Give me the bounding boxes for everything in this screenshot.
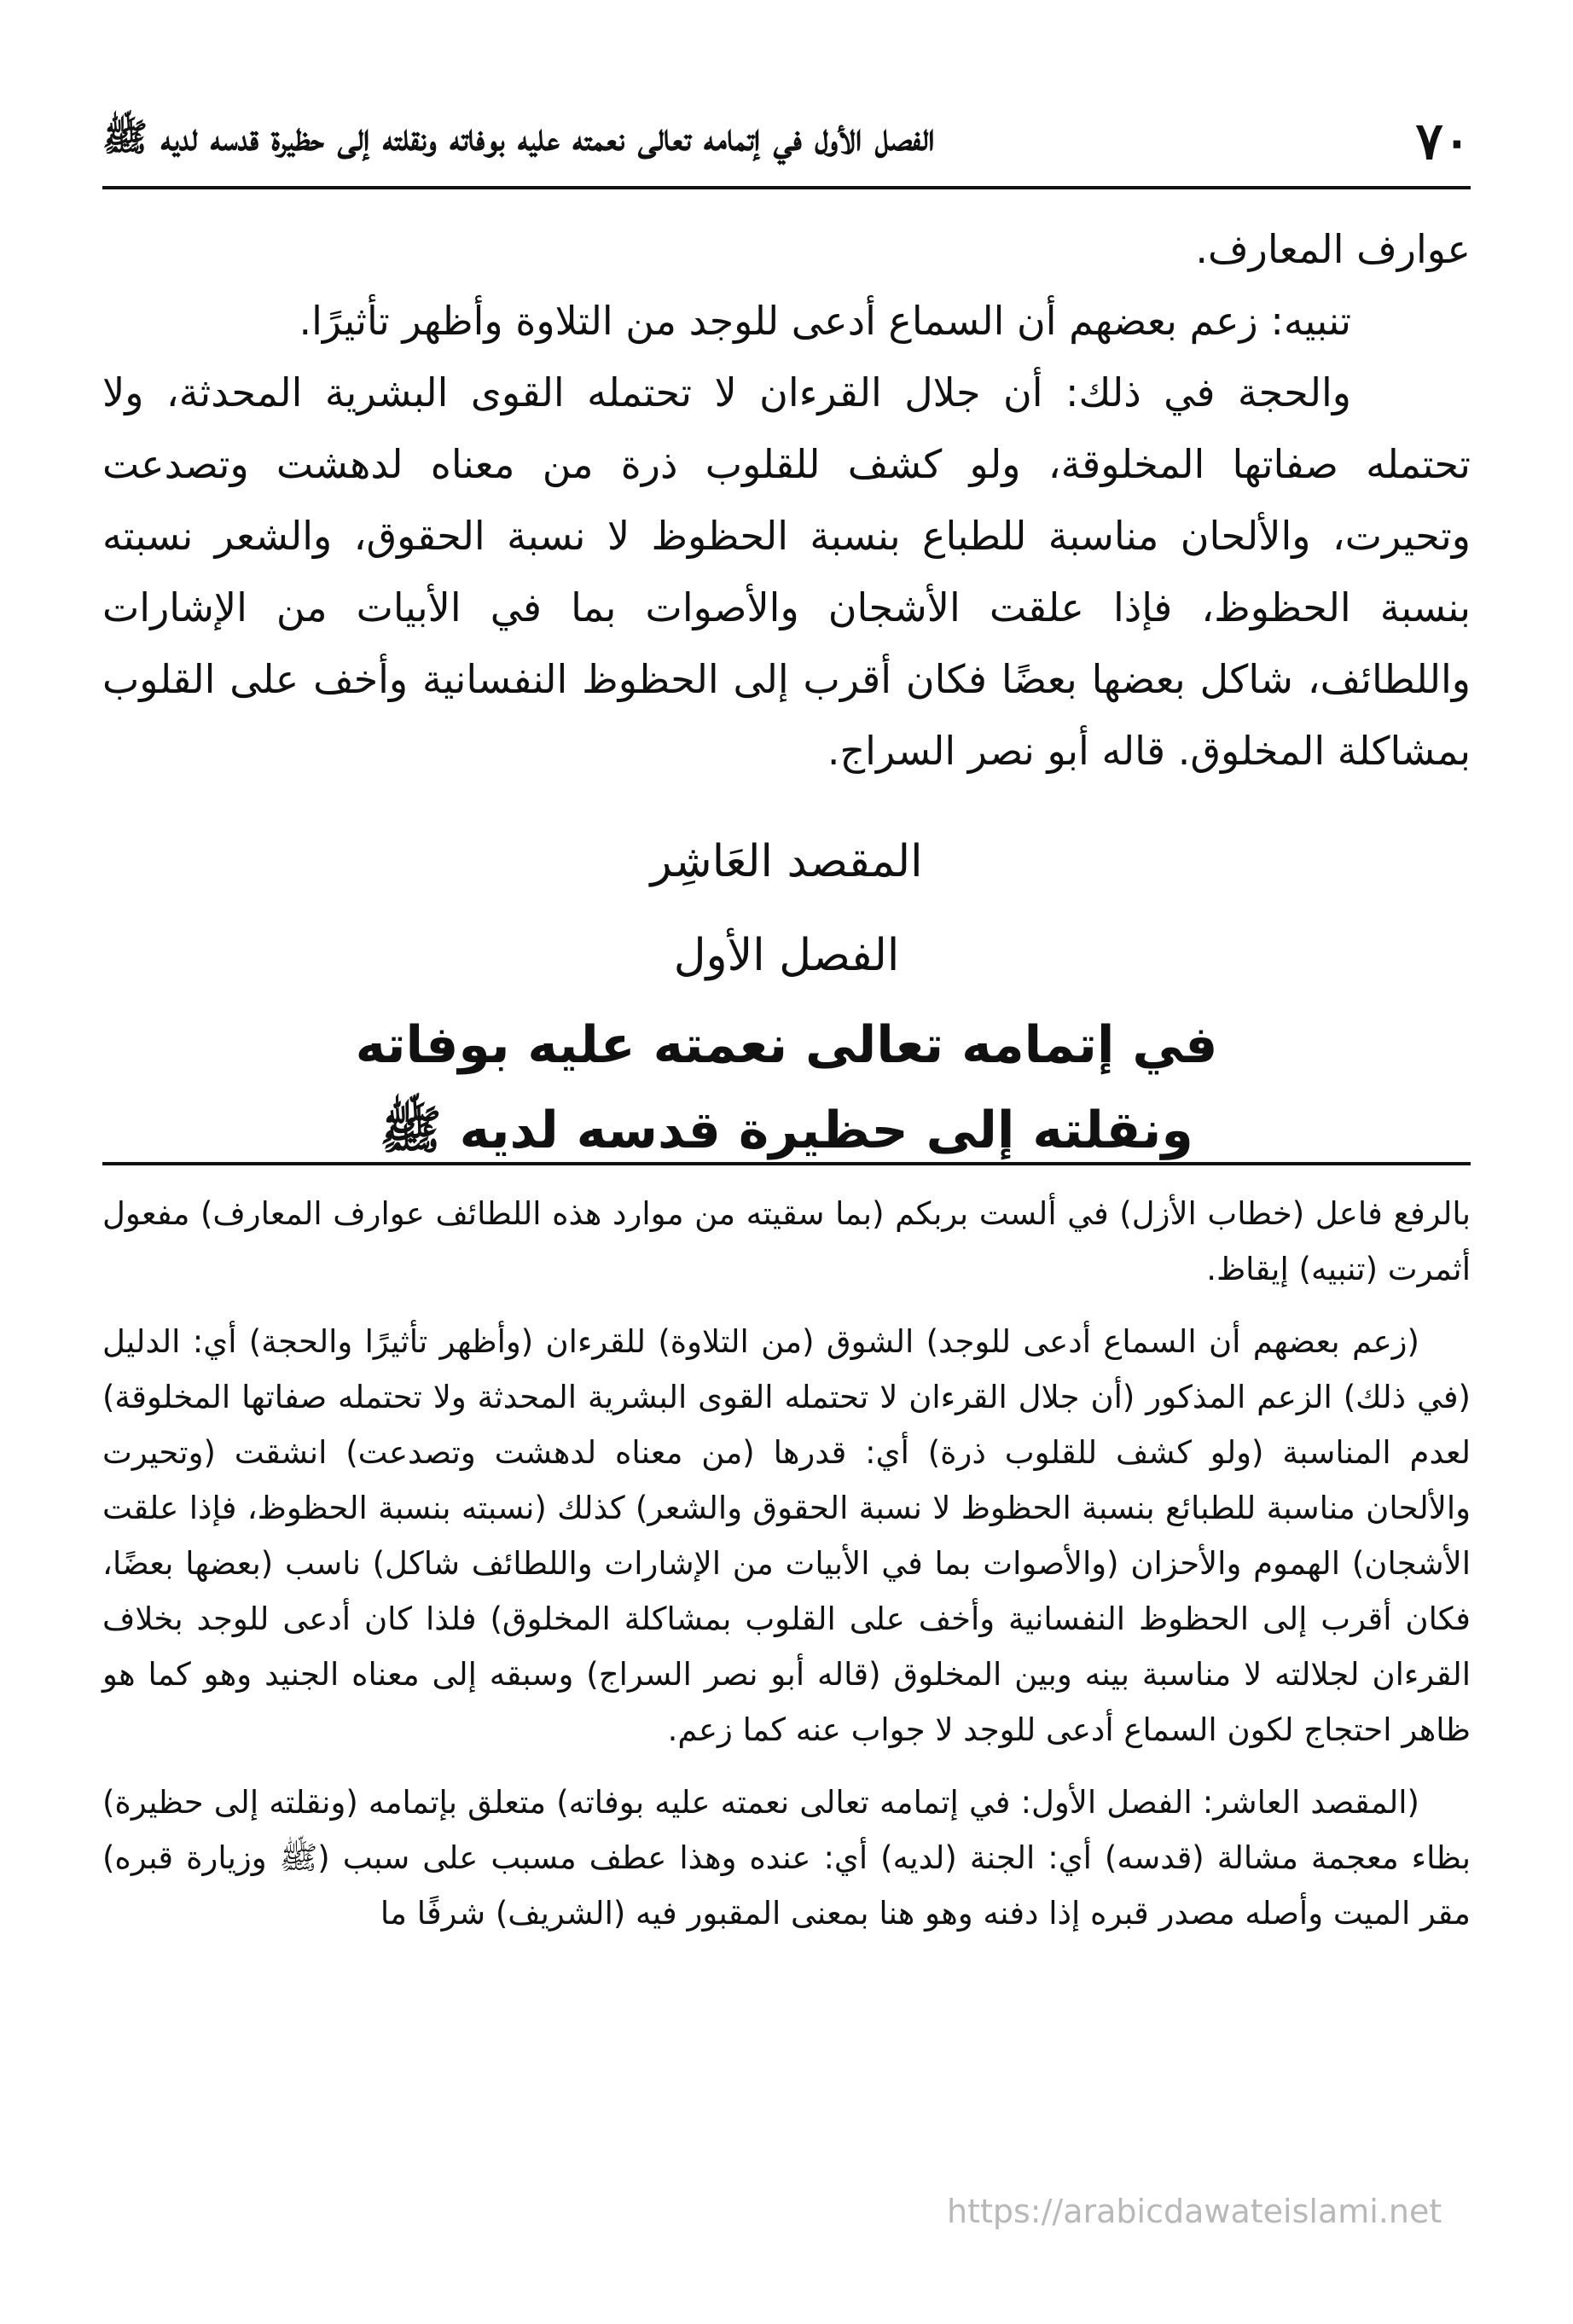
main-paragraph-3: والحجة في ذلك: أن جلال القرءان لا تحتمله القوى البشرية المحدثة، ولا تحتمله صفاتها المخلوقة، ولو كشف للقلوب ذرة من معناه لدهشت وتصدعت وتحيرت، والألحان مناسبة للطباع بنسبة الحظوظ لا نسبة الحقوق، والشعر نسبته بنسبة الحظوظ، فإذا علقت الأشجان والأصوات بما في الأبيات من الإشارات واللطائف، شاكل بعضها بعضًا فكان أقرب إلى الحظوظ النفسانية وأخف على القلوب بمشاكلة المخلوق. قاله أبو نصر السراج. [102,369,1471,774]
watermark-url: https://arabicdawateislami.net [947,2193,1442,2230]
section-headings [102,815,1471,1173]
commentary-paragraph-1: بالرفع فاعل (خطاب الأزل) في ألست بربكم (بما سقيته من موارد هذه اللطائف عوارف المعارف) مفعول أثمرت (تنبيه) إيقاظ. [102,1195,1471,1287]
main-text [102,213,1471,787]
header-divider [102,186,1471,189]
page-number: ٧٠ [1415,112,1471,171]
commentary-paragraph-3: (المقصد العاشر: الفصل الأول: في إتمامه تعالى نعمته عليه بوفاته) متعلق بإتمامه (ونقلته إلى حظيرة) بظاء معجمة مشالة (قدسه) أي: الجنة (لديه) أي: عنده وهذا عطف مسبب على سبب (ﷺ وزيارة قبره) مقر الميت وأصله مصدر قبره إذا دفنه وهو هنا بمعنى المقبور فيه (الشريف) شرفًا ما [102,1784,1471,1932]
page-header [102,102,1471,181]
main-paragraph-1: عوارف المعارف. [1195,226,1471,272]
commentary-divider [102,1162,1471,1165]
fasl-heading: الفصل الأول [673,930,900,981]
running-title: الفصل الأول في إتمامه تعالى نعمته عليه بوفاته ونقلته إلى حظيرة قدسه لديه ﷺ [102,116,935,160]
commentary-text [102,1186,1471,1958]
commentary-paragraph-2: (زعم بعضهم أن السماع أدعى للوجد) الشوق (من التلاوة) للقرءان (وأظهر تأثيرًا والحجة) أي: الدليل (في ذلك) الزعم المذكور (أن جلال القرءان لا تحتمله القوى البشرية المحدثة ولا تحتمله صفاتها المخلوقة) لعدم المناسبة (ولو كشف للقلوب ذرة) أي: قدرها (من معناه لدهشت وتصدعت) انشقت (وتحيرت والألحان مناسبة للطبائع بنسبة الحظوظ لا نسبة الحقوق والشعر) كذلك (نسبته بنسبة الحظوظ، فإذا علقت الأشجان) الهموم والأحزان (والأصوات بما في الأبيات من الإشارات واللطائف شاكل) ناسب (بعضها بعضًا، فكان أقرب إلى الحظوظ النفسانية وأخف على القلوب بمشاكلة المخلوق) فلذا كان أدعى للوجد بخلاف القرءان لجلالته لا مناسبة بينه وبين المخلوق (قاله أبو نصر السراج) وسبقه إلى معناه الجنيد وهو كما هو ظاهر احتجاج لكون السماع أدعى للوجد لا جواب عنه كما زعم. [102,1323,1471,1748]
main-paragraph-2: تنبيه: زعم بعضهم أن السماع أدعى للوجد من التلاوة وأظهر تأثيرًا. [299,298,1351,344]
chapter-title-line-2: ونقلته إلى حظيرة قدسه لديه ﷺ [380,1101,1193,1160]
maqsad-heading: المقصد العَاشِر [650,836,923,887]
chapter-title-line-1: في إتمامه تعالى نعمته عليه بوفاته [355,1015,1218,1075]
